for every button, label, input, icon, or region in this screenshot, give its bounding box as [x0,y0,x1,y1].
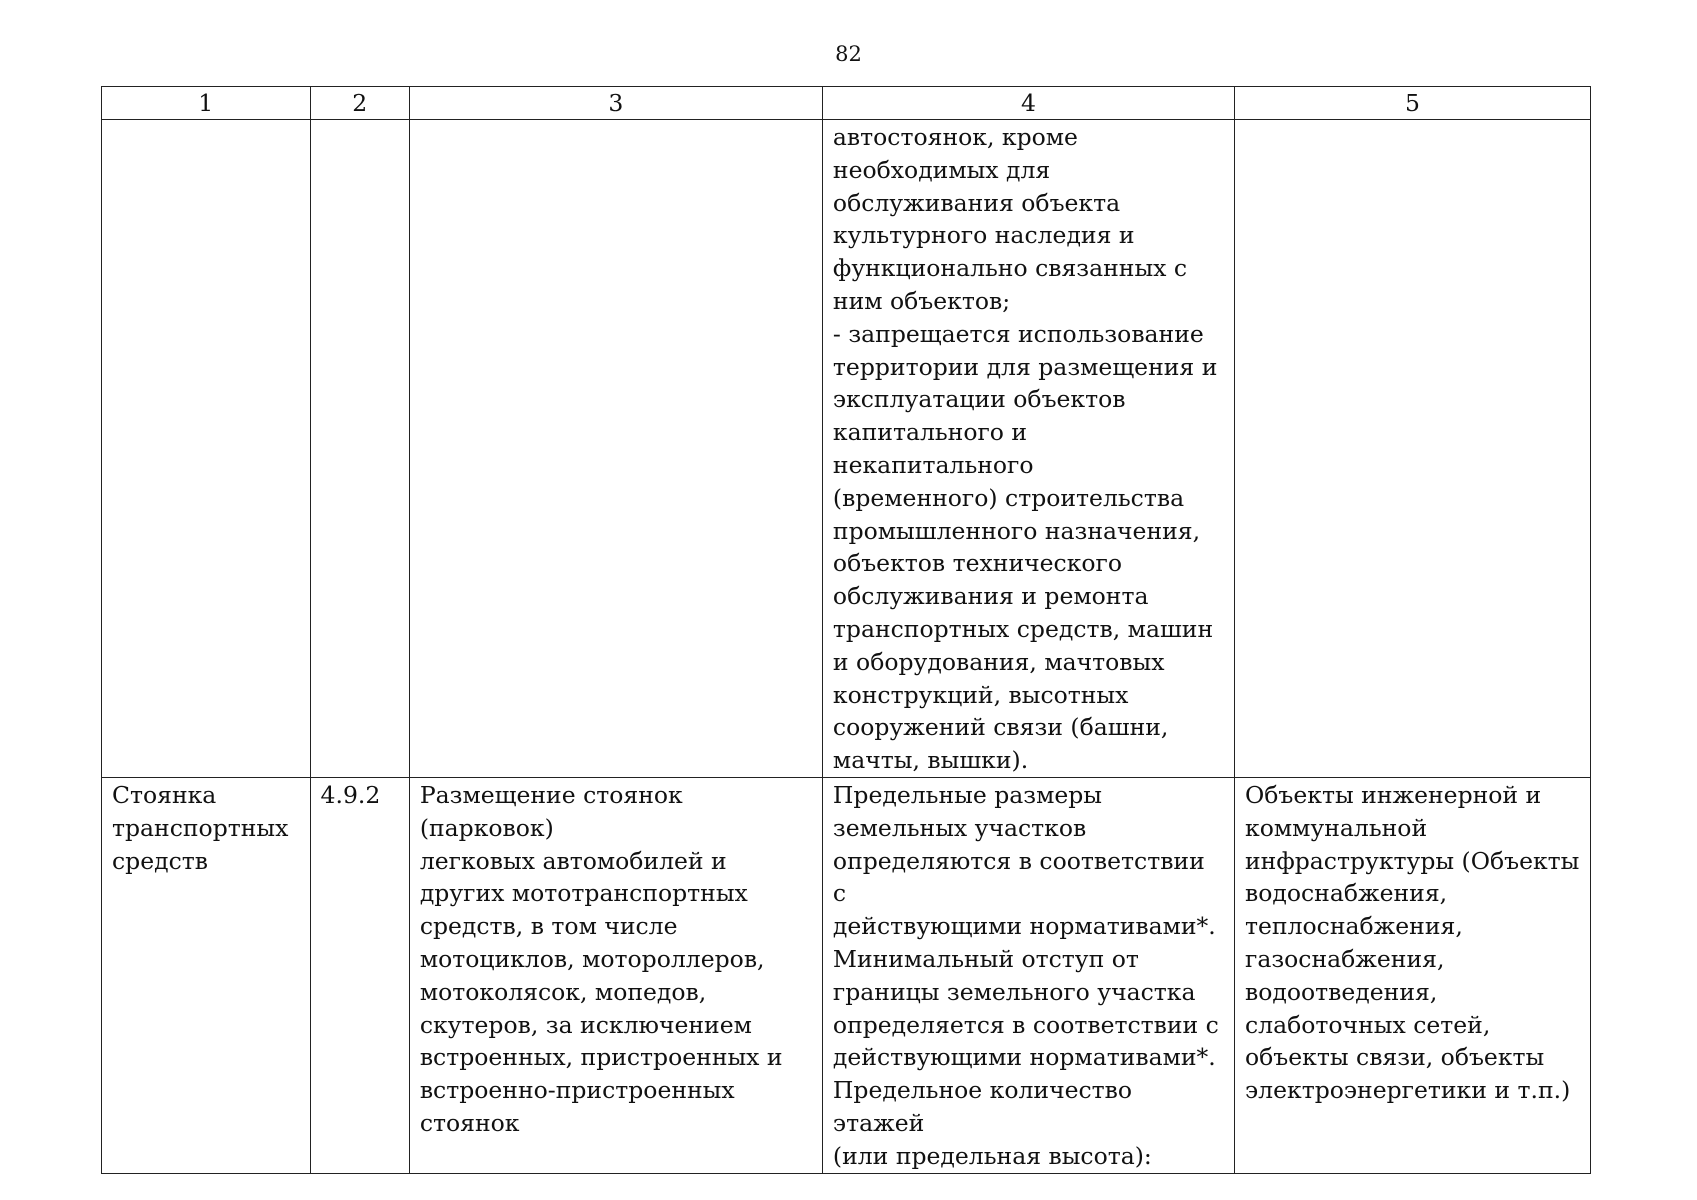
table-header-row [102,87,1591,120]
column-header-4: 4 [822,87,1234,120]
table-cell: Стоянка транспортных средств [102,777,311,1173]
table-row [102,120,1591,778]
column-header-5: 5 [1235,87,1591,120]
column-header-1: 1 [102,87,311,120]
table-row [102,777,1591,1173]
regulations-table [101,86,1591,1174]
page-number: 82 [835,42,862,66]
table-cell [102,120,311,778]
table-cell: Объекты инженерной и коммунальной инфраструктуры (Объекты водоснабжения, теплоснабжения, газоснабжения, водоотведения, слаботочных сетей, объекты связи, объекты электроэнергетики и т.п.) [1235,777,1591,1173]
table-cell: Размещение стоянок (парковок) легковых автомобилей и других мототранспортных средств, в том числе мотоциклов, мотороллеров, мотоколясок, мопедов, скутеров, за исключением встроенных, пристроенных и встроенно-пристроенных стоянок [409,777,822,1173]
table-cell: автостоянок, кроме необходимых для обслуживания объекта культурного наследия и функционально связанных с ним объектов; - запрещается использование территории для размещения и эксплуатации объектов капитального и некапитального (временного) строительства промышленного назначения, объектов технического обслуживания и ремонта транспортных средств, машин и оборудования, мачтовых конструкций, высотных сооружений связи (башни, мачты, вышки). [822,120,1234,778]
column-header-3: 3 [409,87,822,120]
table-cell [310,120,409,778]
table-cell: Предельные размеры земельных участков определяются в соответствии с действующими нормативами*. Минимальный отступ от границы земельного участка определяется в соответствии с действующими нормативами*. Предельное количество этажей (или предельная высота): [822,777,1234,1173]
table-cell [409,120,822,778]
column-header-2: 2 [310,87,409,120]
table-cell: 4.9.2 [310,777,409,1173]
table-cell [1235,120,1591,778]
